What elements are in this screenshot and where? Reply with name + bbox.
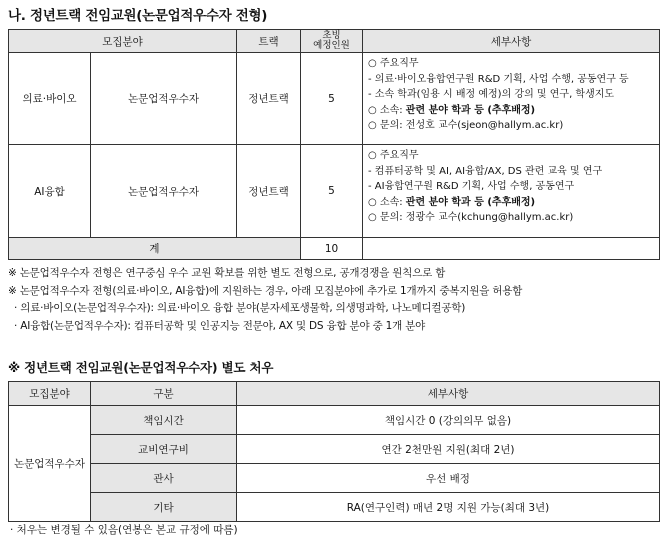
- affiliation-prefix: ○ 소속:: [368, 104, 406, 116]
- note: ※ 논문업적우수자 전형은 연구중심 우수 교원 확보를 위한 별도 전형으로, 공개경쟁을 원칙으로 함: [8, 267, 446, 279]
- row-subfield: 논문업적우수자: [91, 145, 237, 238]
- category-cell: 기타: [91, 493, 237, 522]
- detail-cell: 책임시간 0 (강의의무 없음): [237, 406, 660, 435]
- section-title: 나. 정년트랙 전임교원(논문업적우수자 전형): [8, 8, 268, 24]
- row-details: [363, 145, 660, 238]
- detail-cell: RA(연구인력) 매년 2명 지원 가능(최대 3년): [237, 493, 660, 522]
- category-cell: 교비연구비: [91, 435, 237, 464]
- row-area: AI융합: [9, 145, 91, 238]
- row-track: 정년트랙: [237, 145, 301, 238]
- duty-header: ○ 주요직무: [368, 58, 419, 69]
- affiliation-prefix: ○ 소속:: [368, 196, 406, 208]
- note-sub: · 의료·바이오(논문업적우수자): 의료·바이오 융합 분야(분자세포생물학, 의생명과학, 나노메디컬공학): [14, 302, 466, 314]
- total-row: [9, 238, 660, 260]
- total-value: 10: [301, 238, 363, 260]
- affiliation: [368, 103, 655, 119]
- category-cell: 관사: [91, 464, 237, 493]
- row-track: 정년트랙: [237, 53, 301, 145]
- detail-cell: 우선 배정: [237, 464, 660, 493]
- header-details: 세부사항: [363, 30, 660, 53]
- contact: ○ 문의: 정광수 교수(kchung@hallym.ac.kr): [368, 212, 574, 223]
- duty-item: - 소속 학과(임용 시 배정 예정)의 강의 및 연구, 학생지도: [368, 89, 615, 100]
- table-row: [9, 53, 660, 145]
- duty-header: ○ 주요직무: [368, 150, 419, 161]
- recruitment-table: [8, 29, 660, 260]
- header-field: 모집분야: [9, 382, 91, 406]
- header-track: 트랙: [237, 30, 301, 53]
- row-quota: 5: [301, 145, 363, 238]
- total-empty: [363, 238, 660, 260]
- affiliation: [368, 195, 655, 211]
- header-quota: 초빙 예정인원: [301, 30, 363, 53]
- row-details: [363, 53, 660, 145]
- table-row: [9, 145, 660, 238]
- row-area: 의료·바이오: [9, 53, 91, 145]
- recruitment-table-header: [9, 30, 660, 53]
- duty-item: - 의료·바이오융합연구원 R&D 기획, 사업 수행, 공동연구 등: [368, 73, 629, 85]
- affiliation-value: 관련 분야 학과 등 (추후배정): [405, 104, 536, 116]
- footnote: · 처우는 변경될 수 있음(연봉은 본교 규정에 따름): [10, 524, 238, 536]
- duty-item: - 컴퓨터공학 및 AI, AI융합/AX, DS 관련 교육 및 연구: [368, 165, 603, 177]
- note: ※ 논문업적우수자 전형(의료·바이오, AI융합)에 지원하는 경우, 아래 모집분야에 추가로 1개까지 중복지원을 허용함: [8, 284, 523, 297]
- row-quota: 5: [301, 53, 363, 145]
- notes: [8, 265, 522, 335]
- header-category: 구분: [91, 382, 237, 406]
- treatment-table: [8, 381, 660, 522]
- table-row: [9, 406, 660, 435]
- contact: ○ 문의: 전성호 교수(sjeon@hallym.ac.kr): [368, 120, 564, 131]
- field-cell: 논문업적우수자: [9, 406, 91, 522]
- total-label: 계: [9, 238, 301, 260]
- table-row: [9, 493, 660, 522]
- table-row: [9, 464, 660, 493]
- row-subfield: 논문업적우수자: [91, 53, 237, 145]
- detail-cell: 연간 2천만원 지원(최대 2년): [237, 435, 660, 464]
- affiliation-value: 관련 분야 학과 등 (추후배정): [405, 196, 536, 208]
- table-row: [9, 435, 660, 464]
- section2-title: ※ 정년트랙 전임교원(논문업적우수자) 별도 처우: [8, 360, 274, 375]
- treatment-table-header: [9, 382, 660, 406]
- header-details: 세부사항: [237, 382, 660, 406]
- category-cell: 책임시간: [91, 406, 237, 435]
- duty-item: - AI융합연구원 R&D 기획, 사업 수행, 공동연구: [368, 181, 575, 192]
- header-field: 모집분야: [9, 30, 237, 53]
- note-sub: · AI융합(논문업적우수자): 컴퓨터공학 및 인공지능 전문야, AX 및 DS 융합 분야 중 1개 분야: [14, 319, 426, 332]
